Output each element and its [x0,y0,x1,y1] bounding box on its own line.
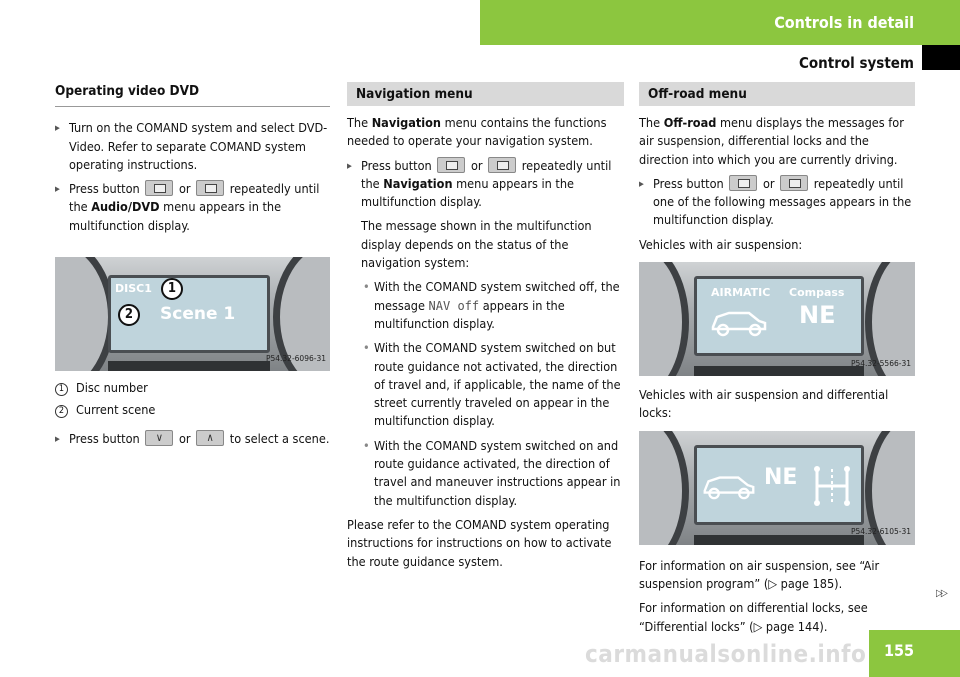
navigation-intro: The Navigation menu contains the functions needed to operate your navigation system. [347,115,607,149]
differential-lock-icon [809,461,855,511]
heading-ne: NE [799,301,836,330]
heading-video-dvd: Operating video DVD [55,82,330,107]
page-number: 155 [883,641,914,660]
up-button-icon: ∧ [196,430,224,446]
menu-button-alt-icon [780,175,808,191]
info-differential-locks: For information on differential locks, see “Differential locks” (▷ page 144). [639,600,868,634]
step-press-button: ▶ Press button or repeatedly until the Audio/DVD menu appears in the multifunction display. [55,180,330,235]
step-select-scene: ▶ Press button ∨ or ∧ to select a scene. [55,430,330,448]
airmatic-label: AIRMATIC [711,286,771,300]
menu-button-icon [729,175,757,191]
differential-display-image [639,431,915,545]
info-air-suspension: For information on air suspension, see “Air suspension program” (▷ page 185). [639,557,880,591]
navigation-note: The message shown in the multifunction display depends on the status of the navigation system: [361,218,592,271]
bullet-no-guidance: • With the COMAND system switched on but route guidance not activated, the direction of travel and, if applicable, the name of the street currently traveled on appear in the multifunction display. [361,339,624,430]
column-navigation [347,82,624,577]
section-title: Controls in detail [774,13,914,32]
image-code: P54.32-5566-31 [850,358,911,368]
offroad-intro: The Off-road menu displays the messages for air suspension, differential locks and the direction into which you are currently driving. [639,115,904,167]
vehicle-icon [709,307,769,337]
compass-label: Compass [789,286,845,300]
menu-button-alt-icon [488,157,516,173]
watermark: carmanualsonline.info [585,640,867,668]
heading-navigation-menu: Navigation menu [347,82,624,106]
column-video-dvd [55,82,330,454]
vehicle-icon [701,471,757,501]
step-press-button: ▶ Press button or repeatedly until one of the following messages appears in the multifunction display. [639,175,915,230]
airmatic-display-image [639,262,915,376]
image-code: P54.32-6105-31 [850,527,911,537]
header-tab-marker [922,45,960,70]
legend-item: 2 Current scene [55,401,330,419]
image-code: P54.32-6096-31 [265,353,326,363]
step-turn-on: ▶ Turn on the COMAND system and select DVD-Video. Refer to separate COMAND system operating instructions. [55,119,330,174]
header-band [480,0,960,45]
page-number-box [869,630,960,677]
menu-button-icon [145,180,173,196]
subsection-title: Control system [798,54,914,72]
disc-label: DISC1 [115,282,152,296]
callout-1: 1 [161,278,183,300]
dvd-display-image [55,257,330,371]
heading-offroad-menu: Off-road menu [639,82,915,106]
step-press-button: ▶ Press button or repeatedly until the Navigation menu appears in the multifunction display. [347,157,624,212]
bullet-nav-off: • With the COMAND system switched off, the message NAV off appears in the multifunction display. [361,278,624,333]
navigation-closing: Please refer to the COMAND system operating instructions for instructions on how to activate the route guidance system. [347,516,612,569]
column-offroad [639,82,915,642]
heading-ne: NE [764,464,798,490]
menu-button-icon [437,157,465,173]
menu-button-alt-icon [196,180,224,196]
scene-label: Scene 1 [160,304,236,325]
next-page-arrow-icon: ▷▷ [936,588,946,599]
callout-2: 2 [118,304,140,326]
bullet-guidance-active: • With the COMAND system switched on and route guidance activated, the direction of travel and maneuver instructions appear in the multifunction display. [361,437,624,510]
down-button-icon: ∨ [145,430,173,446]
label-differential: Vehicles with air suspension and differential locks: [639,387,889,421]
label-air-suspension: Vehicles with air suspension: [639,236,803,252]
legend-item: 1 Disc number [55,379,330,397]
